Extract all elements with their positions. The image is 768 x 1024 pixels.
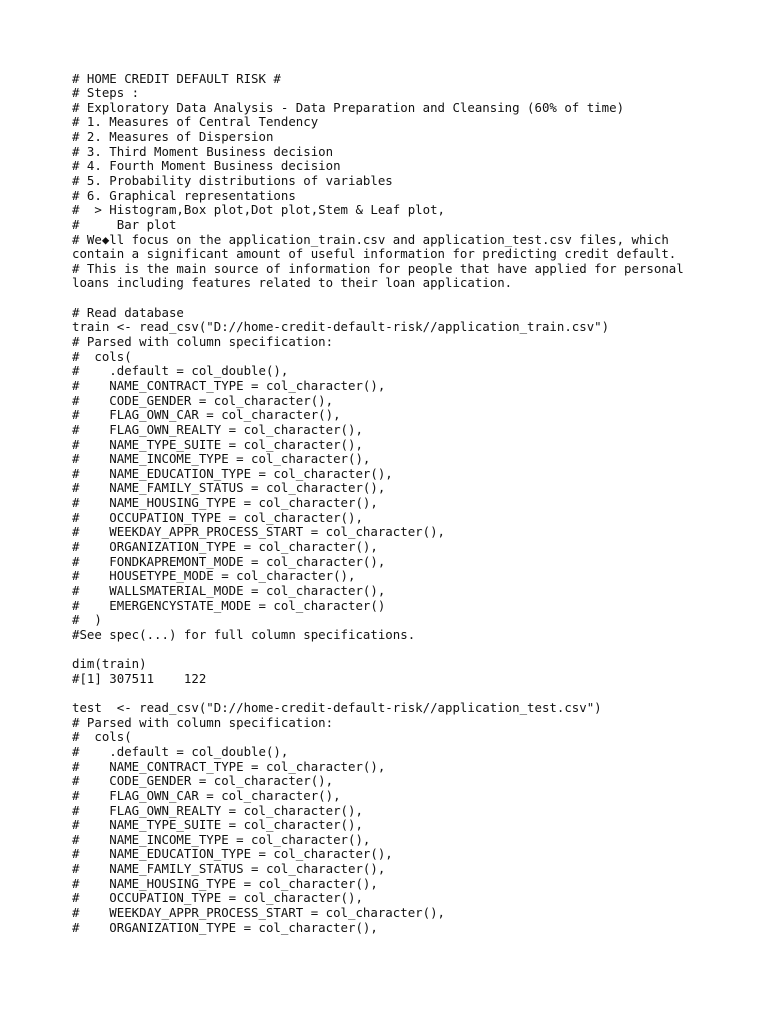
code-line: # We◆ll focus on the application_train.csv and application_test.csv files, which xyxy=(72,231,669,247)
code-line: # ORGANIZATION_TYPE = col_character(), xyxy=(72,539,378,554)
code-line: # 4. Fourth Moment Business decision xyxy=(72,158,341,174)
code-line: # cols( xyxy=(72,348,132,364)
code-line: # CODE_GENDER = col_character(), xyxy=(72,773,334,789)
code-line: # CODE_GENDER = col_character(), xyxy=(72,392,334,408)
code-line: # cols( xyxy=(72,729,132,745)
code-line: # 3. Third Moment Business decision xyxy=(72,143,334,159)
code-line: # NAME_CONTRACT_TYPE = col_character(), xyxy=(72,758,386,774)
code-line: dim(train) xyxy=(72,656,147,672)
code-line: # NAME_EDUCATION_TYPE = col_character(), xyxy=(72,846,393,862)
code-line: # ) xyxy=(72,612,102,628)
code-line: # Read database xyxy=(72,304,184,320)
code-line: # NAME_INCOME_TYPE = col_character(), xyxy=(72,831,371,847)
code-line xyxy=(72,291,752,306)
code-line: # FONDKAPREMONT_MODE = col_character(), xyxy=(72,553,386,569)
code-line: # OCCUPATION_TYPE = col_character(), xyxy=(72,890,363,906)
code-line: # .default = col_double(), xyxy=(72,363,289,379)
code-line: # NAME_EDUCATION_TYPE = col_character(), xyxy=(72,465,393,481)
code-line: # .default = col_double(), xyxy=(72,743,289,759)
code-line: # Parsed with column specification: xyxy=(72,334,334,350)
code-line: contain a significant amount of useful information for predicting credit default. xyxy=(72,246,677,262)
code-line: # HOME CREDIT DEFAULT RISK # xyxy=(72,70,281,86)
code-line: # Bar plot xyxy=(72,216,177,232)
code-line: # Exploratory Data Analysis - Data Preparation and Cleansing (60% of time) xyxy=(72,99,625,115)
code-line: # > Histogram,Box plot,Dot plot,Stem & Leaf plot, xyxy=(72,202,445,218)
code-line: # NAME_FAMILY_STATUS = col_character(), xyxy=(72,861,386,877)
code-line: # NAME_FAMILY_STATUS = col_character(), xyxy=(72,480,386,496)
code-line: # EMERGENCYSTATE_MODE = col_character() xyxy=(72,597,386,613)
code-line: #[1] 307511 122 xyxy=(72,670,207,686)
code-line: #See spec(...) for full column specifications. xyxy=(72,626,416,642)
code-line: # NAME_TYPE_SUITE = col_character(), xyxy=(72,817,363,833)
code-line: # ORGANIZATION_TYPE = col_character(), xyxy=(72,919,378,935)
code-line xyxy=(72,686,752,701)
code-line: # Steps : xyxy=(72,85,140,101)
code-line: loans including features related to their loan application. xyxy=(72,275,513,291)
code-line: # NAME_TYPE_SUITE = col_character(), xyxy=(72,436,363,452)
code-line: # HOUSETYPE_MODE = col_character(), xyxy=(72,568,356,584)
code-line: # WEEKDAY_APPR_PROCESS_START = col_character(), xyxy=(72,524,445,540)
code-line: # WALLSMATERIAL_MODE = col_character(), xyxy=(72,582,386,598)
code-line: # FLAG_OWN_CAR = col_character(), xyxy=(72,407,341,423)
code-line: # OCCUPATION_TYPE = col_character(), xyxy=(72,509,363,525)
code-line: # NAME_INCOME_TYPE = col_character(), xyxy=(72,451,371,467)
code-line: # 5. Probability distributions of variables xyxy=(72,172,393,188)
code-line: # NAME_HOUSING_TYPE = col_character(), xyxy=(72,875,378,891)
code-line: # 1. Measures of Central Tendency xyxy=(72,114,319,130)
code-line: # 6. Graphical representations xyxy=(72,187,296,203)
code-line: # Parsed with column specification: xyxy=(72,714,334,730)
code-line: # FLAG_OWN_REALTY = col_character(), xyxy=(72,802,363,818)
code-line: # This is the main source of information for people that have applied for personal xyxy=(72,260,684,276)
code-line: train <- read_csv("D://home-credit-default-risk//application_train.csv") xyxy=(72,319,610,335)
code-line xyxy=(72,642,752,657)
code-line: # FLAG_OWN_CAR = col_character(), xyxy=(72,787,341,803)
code-line: # 2. Measures of Dispersion xyxy=(72,129,274,145)
code-line: # NAME_CONTRACT_TYPE = col_character(), xyxy=(72,377,386,393)
code-line: # WEEKDAY_APPR_PROCESS_START = col_character(), xyxy=(72,905,445,921)
code-line: # FLAG_OWN_REALTY = col_character(), xyxy=(72,421,363,437)
code-document xyxy=(72,72,752,936)
code-line: test <- read_csv("D://home-credit-default-risk//application_test.csv") xyxy=(72,700,602,716)
code-line: # NAME_HOUSING_TYPE = col_character(), xyxy=(72,495,378,511)
